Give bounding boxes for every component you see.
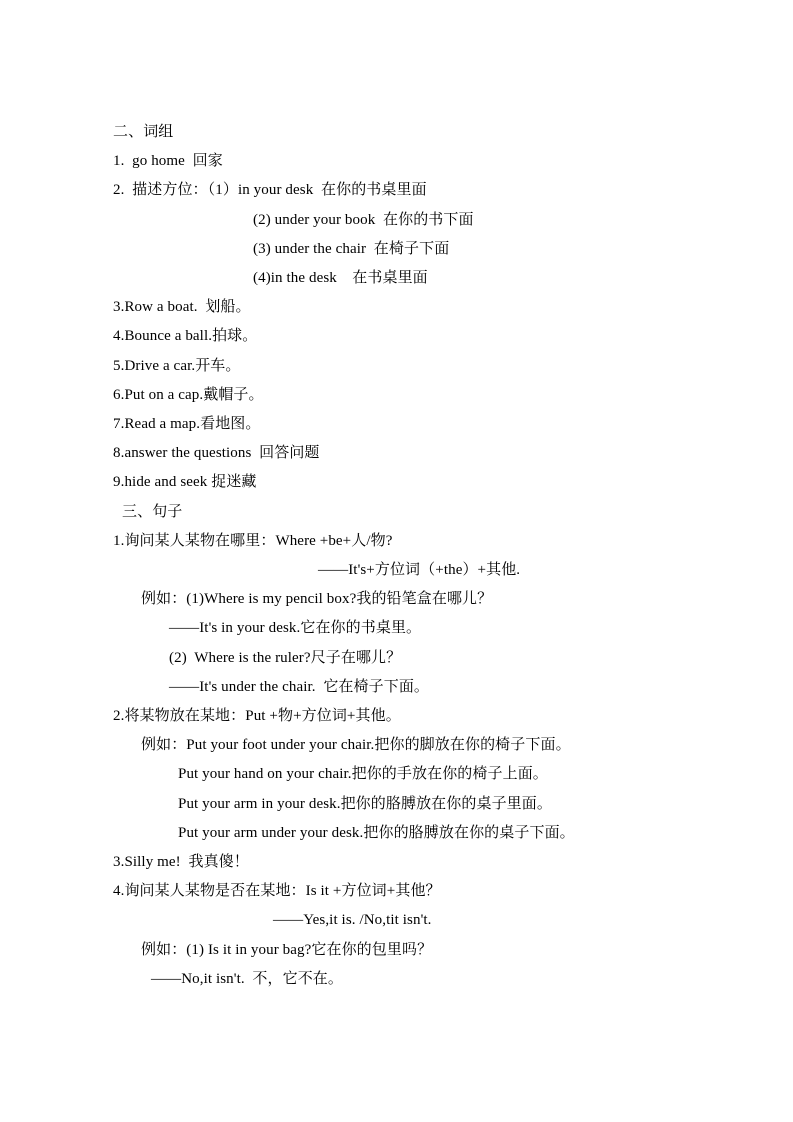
text-line: ——It's+方位词（+the）+其他. (318, 562, 521, 579)
text-line: Put your hand on your chair.把你的手放在你的椅子上面。 (178, 766, 548, 783)
text-line: 3.Silly me! 我真傻！ (113, 854, 249, 871)
text-line: 4.询问某人某物是否在某地：Is it +方位词+其他？ (113, 883, 441, 900)
text-line: Put your arm under your desk.把你的胳膊放在你的桌子下面。 (178, 824, 575, 841)
text-line: 2.将某物放在某地：Put +物+方位词+其他。 (113, 708, 401, 725)
text-line: 例如：(1)Where is my pencil box?我的铅笔盒在哪儿？ (141, 591, 493, 608)
text-line: 三、句子 (122, 503, 183, 520)
text-line: (3) under the chair 在椅子下面 (253, 240, 450, 257)
text-line: Put your arm in your desk.把你的胳膊放在你的桌子里面。 (178, 795, 552, 812)
text-line: ——No,it isn't. 不，它不在。 (151, 970, 343, 987)
text-line: (2) under your book 在你的书下面 (253, 211, 474, 228)
text-line: 2. 描述方位：（1）in your desk 在你的书桌里面 (113, 182, 427, 199)
text-line: 3.Row a boat. 划船。 (113, 299, 251, 316)
text-line: 5.Drive a car.开车。 (113, 357, 241, 374)
text-line: 例如：Put your foot under your chair.把你的脚放在你的椅子下面。 (141, 737, 571, 754)
text-line: 4.Bounce a ball.拍球。 (113, 328, 258, 345)
text-line: 8.answer the questions 回答问题 (113, 445, 320, 462)
text-line: 6.Put on a cap.戴帽子。 (113, 386, 264, 403)
text-line: 9.hide and seek 捉迷藏 (113, 474, 257, 491)
text-line: 例如：(1) Is it in your bag?它在你的包里吗？ (141, 941, 433, 958)
text-line: 1. go home 回家 (113, 153, 223, 170)
text-line: 7.Read a map.看地图。 (113, 416, 261, 433)
text-line: (4)in the desk 在书桌里面 (253, 270, 428, 287)
text-line: 二、词组 (113, 124, 174, 140)
text-line: (2) Where is the ruler?尺子在哪儿？ (169, 649, 402, 666)
text-line: ——It's under the chair. 它在椅子下面。 (169, 678, 430, 695)
text-line: 1.询问某人某物在哪里：Where +be+人/物? (113, 532, 393, 549)
text-line: ——Yes,it is. /No,tit isn't. (273, 912, 432, 929)
text-line: ——It's in your desk.它在你的书桌里。 (169, 620, 422, 637)
